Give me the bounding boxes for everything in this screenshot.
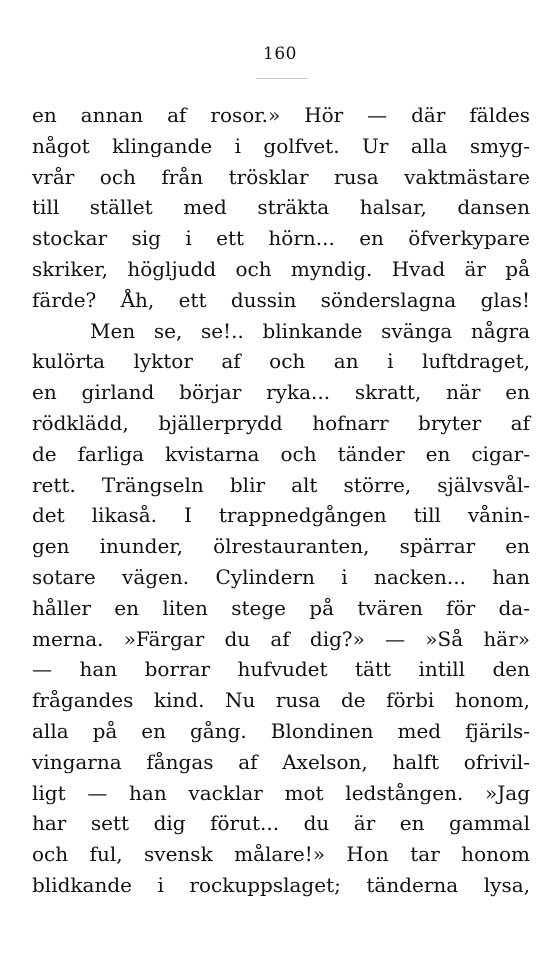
- text-line: — han borrar hufvudet tätt intill den: [32, 657, 530, 682]
- text-line: har sett dig förut... du är en gammal: [32, 811, 530, 836]
- text-line: och ful, svensk målare!» Hon tar honom: [32, 842, 530, 867]
- text-line: rett. Trängseln blir alt större, självsvål-: [32, 472, 530, 497]
- text-line: till stället med sträkta halsar, dansen: [32, 195, 530, 220]
- text-line: blidkande i rockuppslaget; tänderna lysa,: [32, 872, 530, 897]
- header-rule: [256, 78, 308, 79]
- body-text: [32, 100, 530, 901]
- text-line: färde? Åh, ett dussin sönderslagna glas!: [32, 287, 530, 312]
- text-line: det likaså. I trappnedgången till vånin-: [32, 503, 530, 528]
- text-line: vingarna fångas af Axelson, halft ofrivil-: [32, 749, 530, 774]
- text-line: sotare vägen. Cylindern i nacken... han: [32, 564, 530, 589]
- text-line: en annan af rosor.» Hör — där fäldes: [32, 103, 530, 127]
- text-line: merna. »Färgar du af dig?» — »Så här»: [32, 626, 530, 651]
- text-line: ligt — han vacklar mot ledstången. »Jag: [32, 780, 530, 805]
- text-line: en girland börjar ryka... skratt, när en: [32, 380, 530, 405]
- text-line: alla på en gång. Blondinen med fjärils-: [32, 718, 530, 743]
- text-line: något klingande i golfvet. Ur alla smyg-: [32, 133, 530, 158]
- text-line: stockar sig i ett hörn... en öfverkypare: [32, 226, 530, 251]
- text-line: gen inunder, ölrestauranten, spärrar en: [32, 534, 530, 559]
- text-line: håller en liten stege på tvären för da-: [32, 595, 530, 620]
- text-line: vrår och från trösklar rusa vaktmästare: [32, 164, 530, 189]
- text-line: rödklädd, bjällerprydd hofnarr bryter af: [32, 410, 530, 435]
- text-line: skriker, högljudd och myndig. Hvad är på: [32, 256, 530, 281]
- text-line: frågandes kind. Nu rusa de förbi honom,: [32, 688, 530, 713]
- page-number: 160: [263, 44, 297, 64]
- text-line: de farliga kvistarna och tänder en cigar-: [32, 441, 530, 466]
- text-line: Men se, se!.. blinkande svänga några: [90, 318, 530, 343]
- text-line: kulörta lyktor af och an i luftdraget,: [32, 349, 530, 374]
